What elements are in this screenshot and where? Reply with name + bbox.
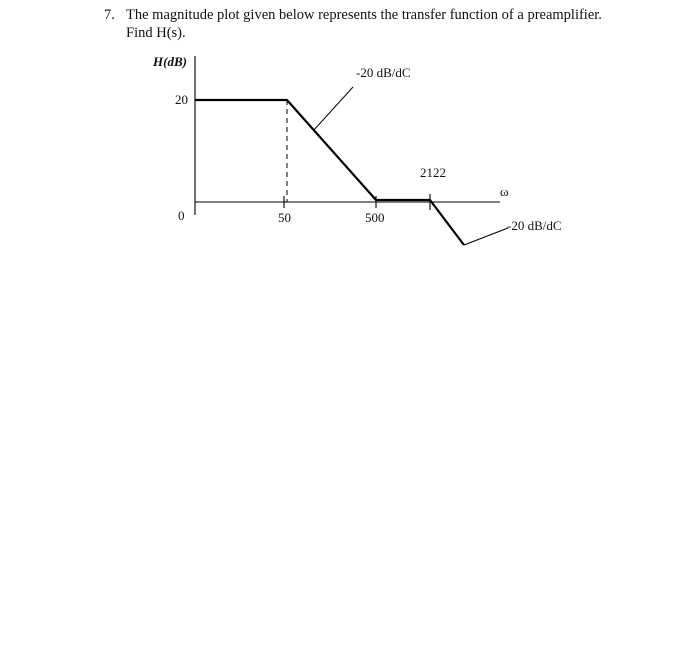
break-frequency-label: 2122 (420, 165, 446, 180)
omega-label: ω (500, 184, 509, 199)
question-instruction: Find H(s). (126, 25, 186, 41)
question-number: 7. (104, 7, 115, 23)
y-axis-label: H(dB) (153, 54, 187, 69)
slope-label-1: -20 dB/dC (356, 65, 411, 80)
y-tick-label-20: 20 (175, 92, 188, 107)
x-tick-label-50: 50 (278, 210, 291, 225)
y-tick-label-0: 0 (178, 208, 185, 223)
slope-leader-2 (464, 228, 508, 245)
slope-leader-1 (313, 87, 353, 131)
slope-label-2: -20 dB/dC (507, 218, 562, 233)
question-statement: The magnitude plot given below represents the transfer function of a preamplifier. (126, 7, 602, 23)
x-tick-label-500: 500 (365, 210, 385, 225)
